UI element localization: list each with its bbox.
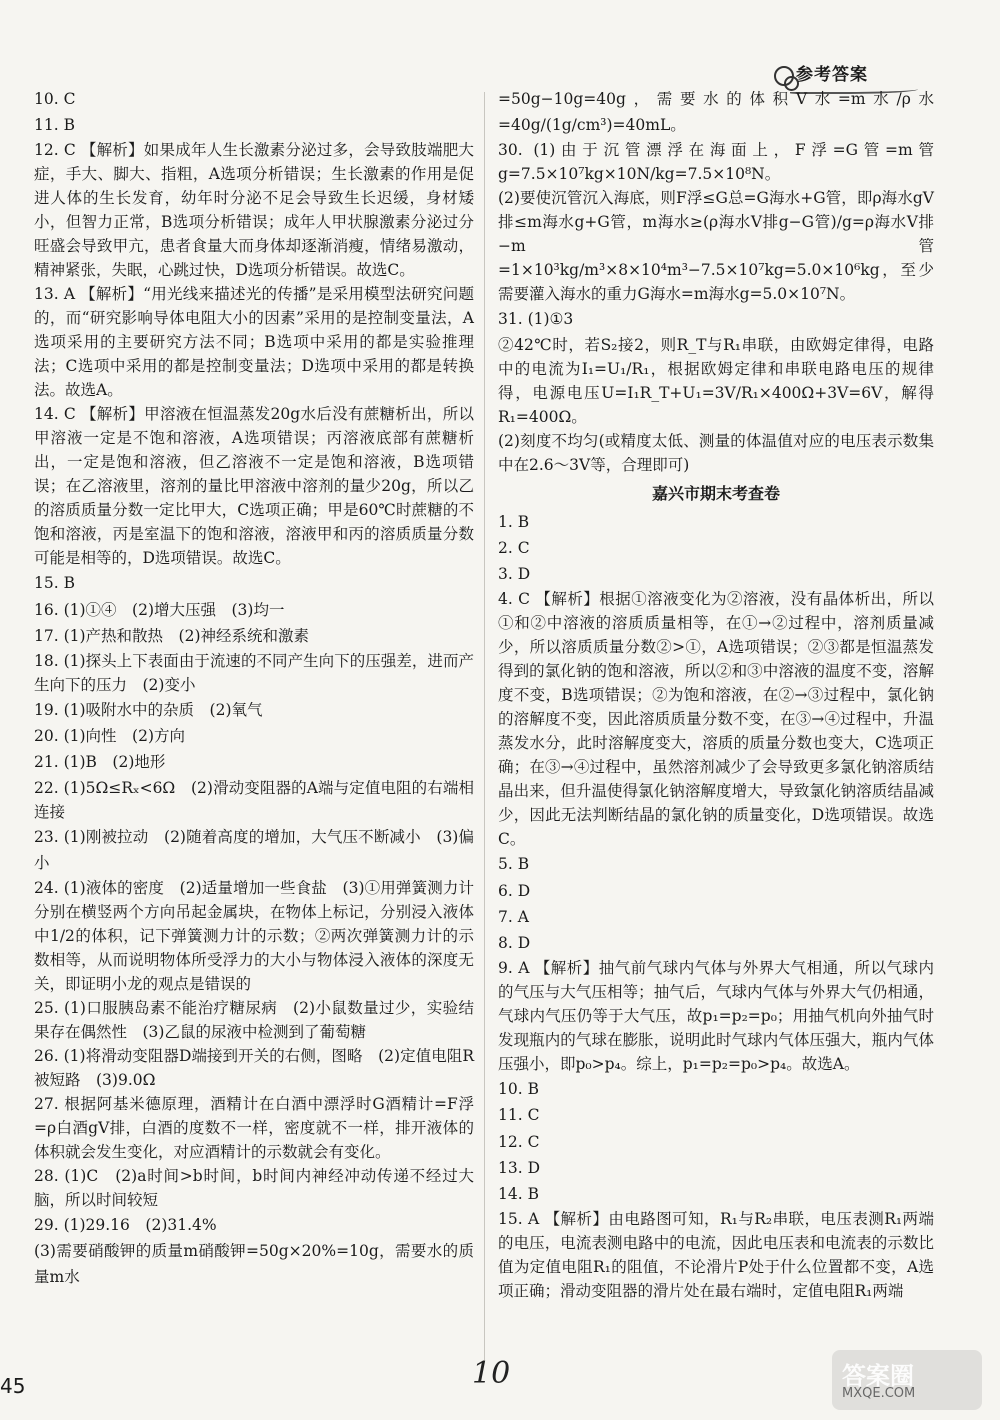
watermark — [832, 1350, 982, 1410]
answer-item: 27. 根据阿基米德原理，酒精计在白酒中漂浮时G酒精计=F浮=ρ白酒gV排，白酒的度数不一样，密度就不一样，排开液体的体积就会发生变化，对应酒精计的示数就会有变化。 — [34, 1095, 474, 1162]
answer-item: 19. (1)吸附水中的杂质 (2)氧气 — [34, 701, 263, 720]
answer-item: 5. B — [498, 855, 530, 874]
answer-item: =50g−10g=40g，需要水的体积V水=m水/ρ水=40g/(1g/cm³)=40mL。 — [498, 90, 934, 135]
watermark-logo: 答案圈 — [842, 1362, 914, 1390]
answer-item: 13. D — [498, 1158, 541, 1177]
answer-item: 1. B — [498, 512, 530, 531]
answer-item: 30. (1)由于沉管漂浮在海面上，F浮=G管=m管g=7.5×10⁷kg×10N/kg=7.5×10⁸N。 — [498, 141, 934, 184]
answer-item: ②42℃时，若S₂接2，则R_T与R₁串联，由欧姆定律得，电路中的电流为I₁=U₁/R₁，根据欧姆定律和串联电路电压的规律得，电源电压U=I₁R_T+U₁=3V/R₁×400Ω+3V=6V，解得R₁=400Ω。 — [498, 335, 934, 426]
header-label: 参考答案 — [796, 65, 868, 85]
answer-item: 16. (1)①④ (2)增大压强 (3)均一 — [34, 600, 285, 619]
answer-item: 23. (1)刚被拉动 (2)随着高度的增加，大气压不断减小 (3)偏小 — [34, 827, 474, 872]
answer-item: 7. A — [498, 907, 529, 926]
column-divider — [484, 92, 485, 1360]
answer-item: 20. (1)向性 (2)方向 — [34, 727, 185, 746]
answer-item: 22. (1)5Ω≤Rₓ<6Ω (2)滑动变阻器的A端与定值电阻的右端相连接 — [34, 778, 474, 821]
handwritten-mark: 10 — [472, 1356, 511, 1391]
left-column — [34, 86, 474, 1291]
answer-item: 12. C 【解析】如果成年人生长激素分泌过多，会导致肢端肥大症，手大、脚大、指粗，A选项分析错误；生长激素的作用是促进人体的生长发育，幼年时分泌不足会导致生长迟缓，身材矮小，但智力正常，B选项分析错误；成年人甲状腺激素分泌过分旺盛会导致甲亢，患者食量大而身体却逐渐消瘦，情绪易激动，精神紧张，失眠，心跳过快，D选项分析错误。故选C。 — [34, 141, 474, 280]
answer-item: 18. (1)探头上下表面由于流速的不同产生向下的压强差，进而产生向下的压力 (2)变小 — [34, 652, 474, 695]
answer-item: 13. A 【解析】“用光线来描述光的传播”是采用模型法研究问题的，而“研究影响导体电阻大小的因素”采用的是控制变量法，A选项采用的主要研究方法不同；B选项中采用的都是实验推理法；C选项中采用的都是控制变量法；D选项中采用的都是转换法。故选A。 — [34, 285, 474, 400]
answer-item: 29. (1)29.16 (2)31.4% — [34, 1216, 217, 1235]
answer-item: 9. A 【解析】抽气前气球内气体与外界大气相通，所以气球内的气压与大气压相等；抽气后，气球内气体与外界大气仍相通，气球内气压仍等于大气压，故p₁=p₂=p₀；用抽气机向外抽气时发现瓶内的气球在膨胀，说明此时气球内气体压强大，瓶内气体压强小，即p₀>p₄。综上，p₁=p₂=p₀>p₄。故选A。 — [498, 959, 934, 1074]
section-title: 嘉兴市期末考查卷 — [651, 483, 780, 503]
right-column — [498, 86, 934, 1303]
answer-item: 15. A 【解析】由电路图可知，R₁与R₂串联，电压表测R₁两端的电压，电流表测电路中的电流，因此电压表和电流表的示数比值为定值电阻R₁的阻值，不论滑片P处于什么位置都不变，A选项正确；滑动变阻器的滑片处在最右端时，定值电阻R₁两端 — [498, 1210, 934, 1301]
answer-item: (2)要使沉管沉入海底，则F浮≤G总=G海水+G管，即ρ海水gV排≤m海水g+G管，m海水≥(ρ海水V排g−G管)/g=ρ海水V排−m管=1×10³kg/m³×8×10⁴m³−7.5×10⁷kg=5.0×10⁶kg，至少需要灌入海水的重力G海水=m海水g=5.0×10⁷N。 — [498, 189, 934, 304]
answer-item: 3. D — [498, 565, 531, 584]
answer-item: 11. C — [498, 1106, 540, 1125]
answer-item: 28. (1)C (2)a时间>b时间，b时间内神经冲动传递不经过大脑，所以时间较短 — [34, 1167, 474, 1210]
answer-item: 24. (1)液体的密度 (2)适量增加一些食盐 (3)①用弹簧测力计分别在横竖两个方向吊起金属块，在物体上标记，分别浸入液体中1/2的体积，记下弹簧测力计的示数；②两次弹簧测力计的示数相等，从而说明物体所受浮力的大小与物体浸入液体的深度无关，即证明小龙的观点是错误的 — [34, 879, 474, 994]
answer-item: 21. (1)B (2)地形 — [34, 753, 166, 772]
answer-item: 12. C — [498, 1132, 540, 1151]
answer-item: 11. B — [34, 116, 75, 135]
answer-item: 17. (1)产热和散热 (2)神经系统和激素 — [34, 626, 309, 645]
answer-item: 14. B — [498, 1185, 539, 1204]
answer-item: (3)需要硝酸钾的质量m硝酸钾=50g×20%=10g，需要水的质量m水 — [34, 1242, 474, 1287]
answer-item: 26. (1)将滑动变阻器D端接到开关的右侧，图略 (2)定值电阻R被短路 (3)9.0Ω — [34, 1047, 474, 1090]
answer-item: 6. D — [498, 881, 531, 900]
answer-item: 10. C — [34, 90, 76, 108]
answer-item: 15. B — [34, 574, 75, 593]
watermark-url: MXQE.COM — [842, 1386, 916, 1401]
answer-item: 14. C 【解析】甲溶液在恒温蒸发20g水后没有蔗糖析出，所以甲溶液一定是不饱和溶液，A选项错误；丙溶液底部有蔗糖析出，一定是饱和溶液，但乙溶液不一定是饱和溶液，B选项错误；在乙溶液里，溶剂的量比甲溶液中溶剂的量少20g，所以乙的溶质质量分数一定比甲大，C选项正确；甲是60℃时蔗糖的不饱和溶液，丙是室温下的饱和溶液，溶液甲和丙的溶质质量分数可能是相等的，D选项错误。故选C。 — [34, 405, 474, 568]
answer-item: 4. C 【解析】根据①溶液变化为②溶液，没有晶体析出，所以①和②中溶液的溶质质量相等，在①→②过程中，溶剂质量减少，所以溶质质量分数②>①，A选项错误；②③都是恒温蒸发得到的氯化钠的饱和溶液，所以②和③中溶液的温度不变，溶解度不变，B选项错误；②为饱和溶液，在②→③过程中，氯化钠的溶解度不变，因此溶质质量分数不变，在③→④过程中，升温蒸发水分，此时溶解度变大，溶质的质量分数也变大，C选项正确；在③→④过程中，虽然溶剂减少了会导致更多氯化钠溶质结晶出来，但升温使得氯化钠溶解度增大，导致氯化钠溶质结晶减少，因此无法判断结晶的氯化钠的质量变化，D选项错误。故选C。 — [498, 590, 934, 849]
answer-item: 2. C — [498, 539, 530, 558]
page-number: 45 — [0, 1374, 26, 1398]
answer-item: (2)刻度不均匀(或精度太低、测量的体温值对应的电压表示数集中在2.6～3V等，合理即可) — [498, 431, 934, 474]
answer-item: 31. (1)①3 — [498, 310, 574, 329]
answer-item: 10. B — [498, 1080, 539, 1099]
answer-item: 8. D — [498, 934, 531, 953]
answer-item: 25. (1)口服胰岛素不能治疗糖尿病 (2)小鼠数量过少，实验结果存在偶然性 (3)乙鼠的尿液中检测到了葡萄糖 — [34, 999, 474, 1042]
